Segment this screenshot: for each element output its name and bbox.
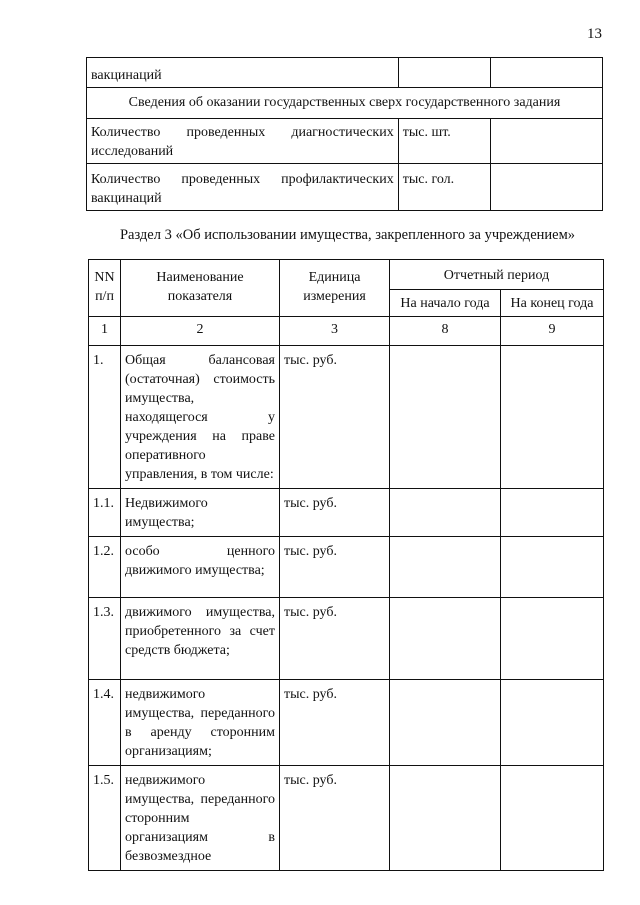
row-label: вакцинаций <box>87 58 399 88</box>
table-row <box>87 58 603 88</box>
col-number: 8 <box>390 317 501 346</box>
value-start <box>390 598 501 680</box>
value-end <box>501 766 604 871</box>
row-name: недвижимого имущества, переданного в аренду сторонним организациям; <box>121 680 280 766</box>
col-number: 9 <box>501 317 604 346</box>
row-label: Количество проведенных диагностических исследований <box>87 119 399 164</box>
col-number: 2 <box>121 317 280 346</box>
value-start <box>390 537 501 598</box>
value-start <box>390 346 501 489</box>
row-number: 1.1. <box>89 489 121 537</box>
page-number: 13 <box>587 26 602 42</box>
value-end <box>501 346 604 489</box>
row-name: Общая балансовая (остаточная) стоимость имущества, находящегося у учреждения на праве оперативного управления, в том числе: <box>121 346 280 489</box>
table-row <box>89 346 604 489</box>
section-title: Раздел 3 «Об использовании имущества, закрепленного за учреждением» <box>119 227 576 243</box>
row-name: Недвижимого имущества; <box>121 489 280 537</box>
section-header: Сведения об оказании государственных сверх государственного задания <box>87 88 603 119</box>
header-nn: NN п/п <box>89 260 121 317</box>
table-row <box>87 164 603 211</box>
value-end <box>501 537 604 598</box>
col-number: 1 <box>89 317 121 346</box>
row-unit: тыс. руб. <box>280 489 390 537</box>
value-start <box>390 680 501 766</box>
row-number: 1.3. <box>89 598 121 680</box>
row-unit: тыс. руб. <box>280 766 390 871</box>
row-number: 1.2. <box>89 537 121 598</box>
row-unit: тыс. руб. <box>280 680 390 766</box>
row-unit: тыс. руб. <box>280 598 390 680</box>
value-end <box>501 598 604 680</box>
table-row <box>87 119 603 164</box>
unit-cell <box>398 58 491 88</box>
unit-cell: тыс. шт. <box>398 119 491 164</box>
row-name: движимого имущества, приобретенного за счет средств бюджета; <box>121 598 280 680</box>
header-start: На начало года <box>390 290 501 317</box>
property-table <box>88 259 604 871</box>
col-number: 3 <box>280 317 390 346</box>
value-cell <box>491 58 603 88</box>
row-number: 1.5. <box>89 766 121 871</box>
row-number: 1. <box>89 346 121 489</box>
value-start <box>390 489 501 537</box>
top-table <box>86 57 603 211</box>
value-end <box>501 680 604 766</box>
table-row <box>89 537 604 598</box>
column-number-row <box>89 317 604 346</box>
header-end: На конец года <box>501 290 604 317</box>
value-start <box>390 766 501 871</box>
value-end <box>501 489 604 537</box>
unit-cell: тыс. гол. <box>398 164 491 211</box>
header-unit: Единица измерения <box>280 260 390 317</box>
header-name: Наименование показателя <box>121 260 280 317</box>
row-unit: тыс. руб. <box>280 537 390 598</box>
table-row <box>89 766 604 871</box>
row-name: недвижимого имущества, переданного сторонним организациям в безвозмездное <box>121 766 280 871</box>
value-cell <box>491 164 603 211</box>
table-row <box>89 598 604 680</box>
row-unit: тыс. руб. <box>280 346 390 489</box>
header-period: Отчетный период <box>390 260 604 290</box>
row-number: 1.4. <box>89 680 121 766</box>
value-cell <box>491 119 603 164</box>
row-name: особо ценного движимого имущества; <box>121 537 280 598</box>
table-row <box>89 680 604 766</box>
table-row <box>89 489 604 537</box>
section-header-row <box>87 88 603 119</box>
row-label: Количество проведенных профилактических вакцинаций <box>87 164 399 211</box>
